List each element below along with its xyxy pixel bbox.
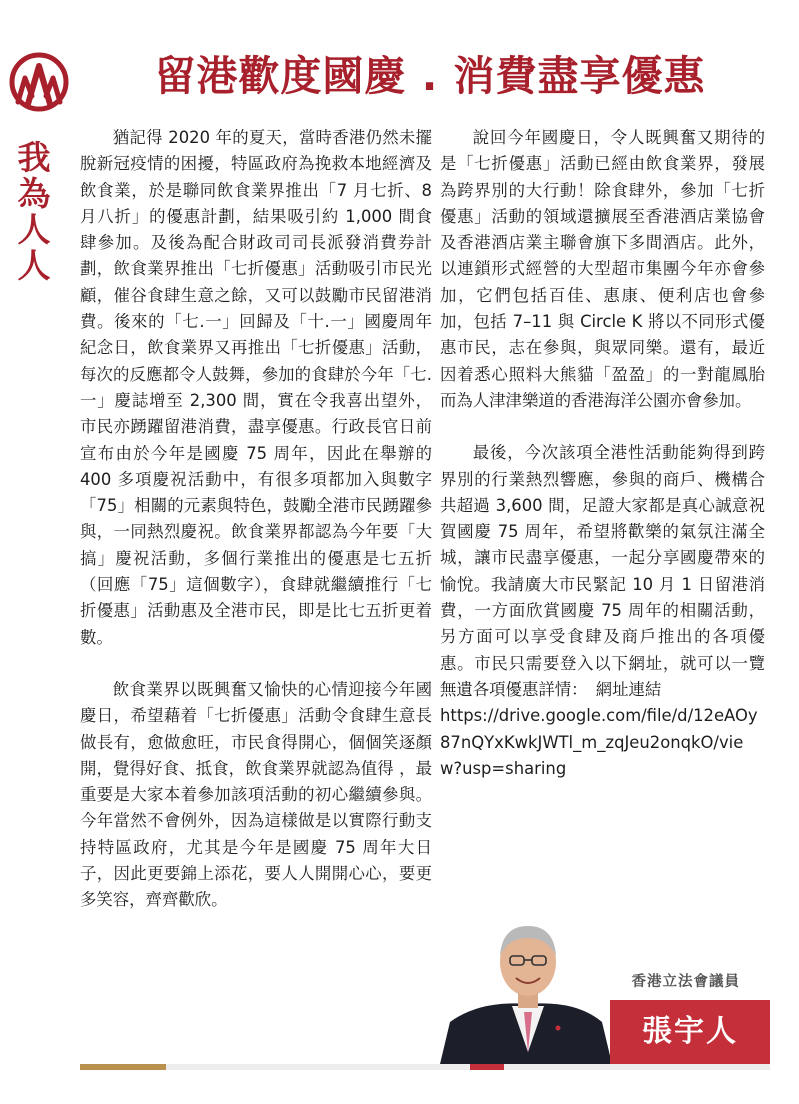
author-profile	[440, 912, 770, 1064]
column-name: 我為人人	[17, 138, 51, 285]
article-paragraph: 說回今年國慶日，令人既興奮又期待的是「七折優惠」活動已經由飲食業界，發展為跨界別的大行動！除食肆外，參加「七折優惠」活動的領域還擴展至香港酒店業協會及香港酒店業主聯會旗下多間酒店。此外，以連鎖形式經營的大型超市集團今年亦會參加，它們包括百佳、惠康、便利店也會參加，包括 7–11 與 Circle K 將以不同形式優惠市民，志在參與，與眾同樂。還有，最近因着悉心照料大熊貓「盈盈」的一對龍鳳胎而為人津津樂道的香港海洋公園亦會參加。	[440, 128, 765, 410]
footer-gold-segment	[80, 1064, 166, 1070]
author-name: 張宇人	[642, 1014, 738, 1049]
author-role: 香港立法會議員	[631, 974, 740, 990]
offer-link[interactable]: https://drive.google.com/file/d/12eAOy87nQYxKwkJWTl_m_zqJeu2onqkO/view?usp=sharing	[440, 706, 758, 778]
author-portrait-icon	[440, 912, 620, 1064]
page-title: 留港歡度國慶 . 消費盡享優惠	[154, 52, 706, 100]
footer-red-segment	[470, 1064, 504, 1070]
three-people-emblem-icon	[8, 52, 70, 124]
article-left-column	[80, 125, 432, 914]
article-paragraph: 飲食業界以既興奮又愉快的心情迎接今年國慶日，希望藉着「七折優惠」活動令食肆生意長做長有，愈做愈旺，市民食得開心，個個笑逐顏開，覺得好食、抵食，飲食業界就認為值得 ，最重要是大家本着參加該項活動的初心繼續參與。今年當然不會例外，因為這樣做是以實際行動支持特區政府，尤其是今年是國慶 75 周年大日子，因此更要錦上添花，要人人開開心心，要更多笑容，齊齊歡欣。	[80, 679, 432, 910]
article-paragraph: 最後，今次該項全港性活動能夠得到跨界別的行業熱烈響應，參與的商戶、機構合共超過 3,600 間，足證大家都是真心誠意祝賀國慶 75 周年，希望將歡樂的氣氛注滿全城，讓市民盡享優惠，一起分享國慶帶來的愉悅。我請廣大市民緊記 10 月 1 日留港消費，一方面欣賞國慶 75 周年的相關活動，另方面可以享受食肆及商戶推出的各項優惠。市民只需要登入以下網址，就可以一覽無遺各項優惠詳情： 網址連結	[440, 443, 765, 699]
footer-bar	[80, 1064, 770, 1070]
article-right-column	[440, 125, 765, 782]
article-paragraph: 猶記得 2020 年的夏天，當時香港仍然未擺脫新冠疫情的困擾，特區政府為挽救本地經濟及飲食業，於是聯同飲食業界推出「7 月七折、8 月八折」的優惠計劃，結果吸引約 1,000 間食肆參加。及後為配合財政司司長派發消費券計劃，飲食業界推出「七折優惠」活動吸引市民光顧，催谷食肆生意之餘，又可以鼓勵市民留港消費。後來的「七.一」回歸及「十.一」國慶周年紀念日，飲食業界又再推出「七折優惠」活動，每次的反應都令人鼓舞，參加的食肆於今年「七.一」慶誌增至 2,300 間，實在令我喜出望外，市民亦踴躍留港消費，盡享優惠。行政長官日前宣布由於今年是國慶 75 周年，因此在舉辦的 400 多項慶祝活動中，有很多項都加入與數字「75」相關的元素與特色，鼓勵全港市民踴躍參與，一同熱烈慶祝。飲食業界都認為今年要「大搞」慶祝活動，多個行業推出的優惠是七五折（回應「75」這個數字），食肆就繼續推行「七折優惠」活動惠及全港市民，即是比七五折更着數。	[80, 128, 432, 647]
